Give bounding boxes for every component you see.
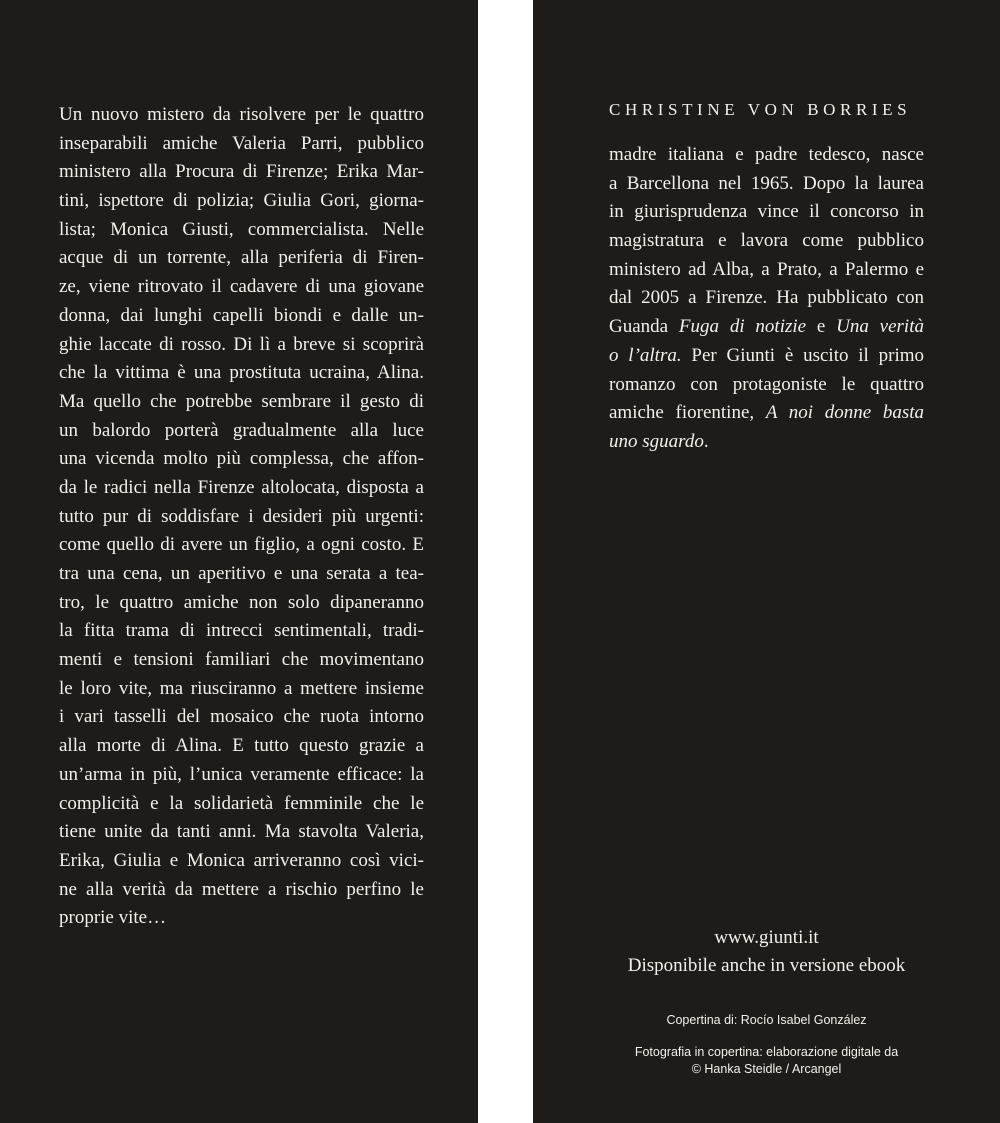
bio-text: Guanda: [609, 316, 669, 338]
blurb-line: alla morte di Alina. E tutto questo grazie a: [59, 735, 424, 757]
bio-text: .: [703, 430, 709, 452]
blurb-line: donna, dai lunghi capelli biondi e dalle un-: [59, 304, 424, 326]
book-title: o l’altra.: [609, 344, 682, 366]
publisher-website: www.giunti.it: [714, 927, 819, 948]
blurb-line: ne alla verità da mettere a rischio perfino le: [59, 878, 424, 900]
bio-line: dal 2005 a Firenze. Ha pubblicato con: [609, 287, 924, 309]
photo-credit: Fotografia in copertina: elaborazione digitale da: [634, 1045, 899, 1059]
blurb-line: ze, viene ritrovato il cadavere di una giovane: [59, 276, 424, 298]
bio-text: e: [816, 316, 826, 338]
bio-line: in giurisprudenza vince il concorso in: [609, 201, 924, 223]
blurb-line: un’arma in più, l’unica veramente efficace: la: [59, 763, 424, 785]
author-name: CHRISTINE VON BORRIES: [609, 100, 912, 119]
blurb-line: che la vittima è una prostituta ucraina, Alina.: [59, 362, 424, 384]
blurb-line: acque di un torrente, alla periferia di Firen-: [59, 247, 424, 269]
bio-line: ministero ad Alba, a Prato, a Palermo e: [609, 258, 924, 280]
blurb-line: tra una cena, un aperitivo e una serata a tea-: [59, 563, 424, 584]
bio-line: [609, 428, 924, 457]
blurb-line: un balordo porterà gradualmente alla luce: [59, 419, 424, 441]
author-flap-panel: [533, 0, 1000, 1123]
author-bio: [609, 141, 924, 457]
bio-line: a Barcellona nel 1965. Dopo la laurea: [609, 172, 924, 194]
blurb-line: come quello di avere un figlio, a ogni costo. E: [59, 534, 424, 556]
blurb-text: [59, 101, 424, 933]
bio-line: madre italiana e padre tedesco, nasce: [609, 144, 924, 165]
photo-credit: © Hanka Steidle / Arcangel: [691, 1062, 842, 1076]
blurb-line: inseparabili amiche Valeria Parri, pubblico: [59, 132, 424, 154]
blurb-line: tiene unite da tanti anni. Ma stavolta Valeria,: [59, 821, 424, 843]
bio-text: Per Giunti è uscito il primo: [691, 344, 925, 366]
blurb-line: le loro vite, ma riusciranno a mettere insieme: [59, 677, 424, 699]
blurb-line: Ma quello che potrebbe sembrare il gesto di: [59, 390, 424, 412]
blurb-line: ministero alla Procura di Firenze; Erika Mar-: [59, 161, 424, 183]
blurb-line: ghie laccate di rosso. Di lì a breve si scoprirà: [59, 333, 424, 355]
bio-line: romanzo con protagoniste le quattro: [609, 373, 924, 395]
bio-line: [609, 313, 924, 342]
blurb-line: una vicenda molto più complessa, che affon-: [59, 448, 424, 470]
book-title: uno sguardo: [609, 430, 704, 452]
blurb-line: tro, le quattro amiche non solo dipaneranno: [59, 591, 424, 613]
bio-text: amiche fiorentine,: [609, 402, 755, 424]
blurb-line: proprie vite…: [59, 907, 167, 929]
bio-line: magistratura e lavora come pubblico: [609, 230, 924, 252]
book-title: Fuga di notizie: [678, 316, 807, 338]
blurb-line: tini, ispettore di polizia; Giulia Gori, giorna-: [59, 190, 424, 212]
book-title: A noi donne basta: [765, 402, 925, 424]
blurb-line: complicità e la solidarietà femminile che le: [59, 792, 424, 814]
blurb-line: lista; Monica Giusti, commercialista. Nelle: [59, 218, 424, 240]
cover-design-credit: Copertina di: Rocío Isabel González: [666, 1013, 867, 1027]
book-title: Una verità: [836, 316, 924, 338]
blurb-line: Un nuovo mistero da risolvere per le quattro: [59, 104, 424, 125]
bio-line: [609, 342, 924, 371]
ebook-availability-note: Disponibile anche in versione ebook: [627, 955, 906, 976]
blurb-line: da le radici nella Firenze altolocata, disposta a: [59, 476, 424, 498]
blurb-line: menti e tensioni familiari che movimentano: [59, 649, 424, 671]
blurb-line: tutto pur di soddisfare i desideri più urgenti:: [59, 505, 424, 527]
back-cover-panel: [0, 0, 478, 1123]
blurb-line: i vari tasselli del mosaico che ruota intorno: [59, 706, 424, 728]
blurb-line: la fitta trama di intrecci sentimentali, tradi-: [59, 620, 424, 642]
bio-line: [609, 399, 924, 428]
blurb-line: Erika, Giulia e Monica arriveranno così vici-: [59, 849, 424, 871]
